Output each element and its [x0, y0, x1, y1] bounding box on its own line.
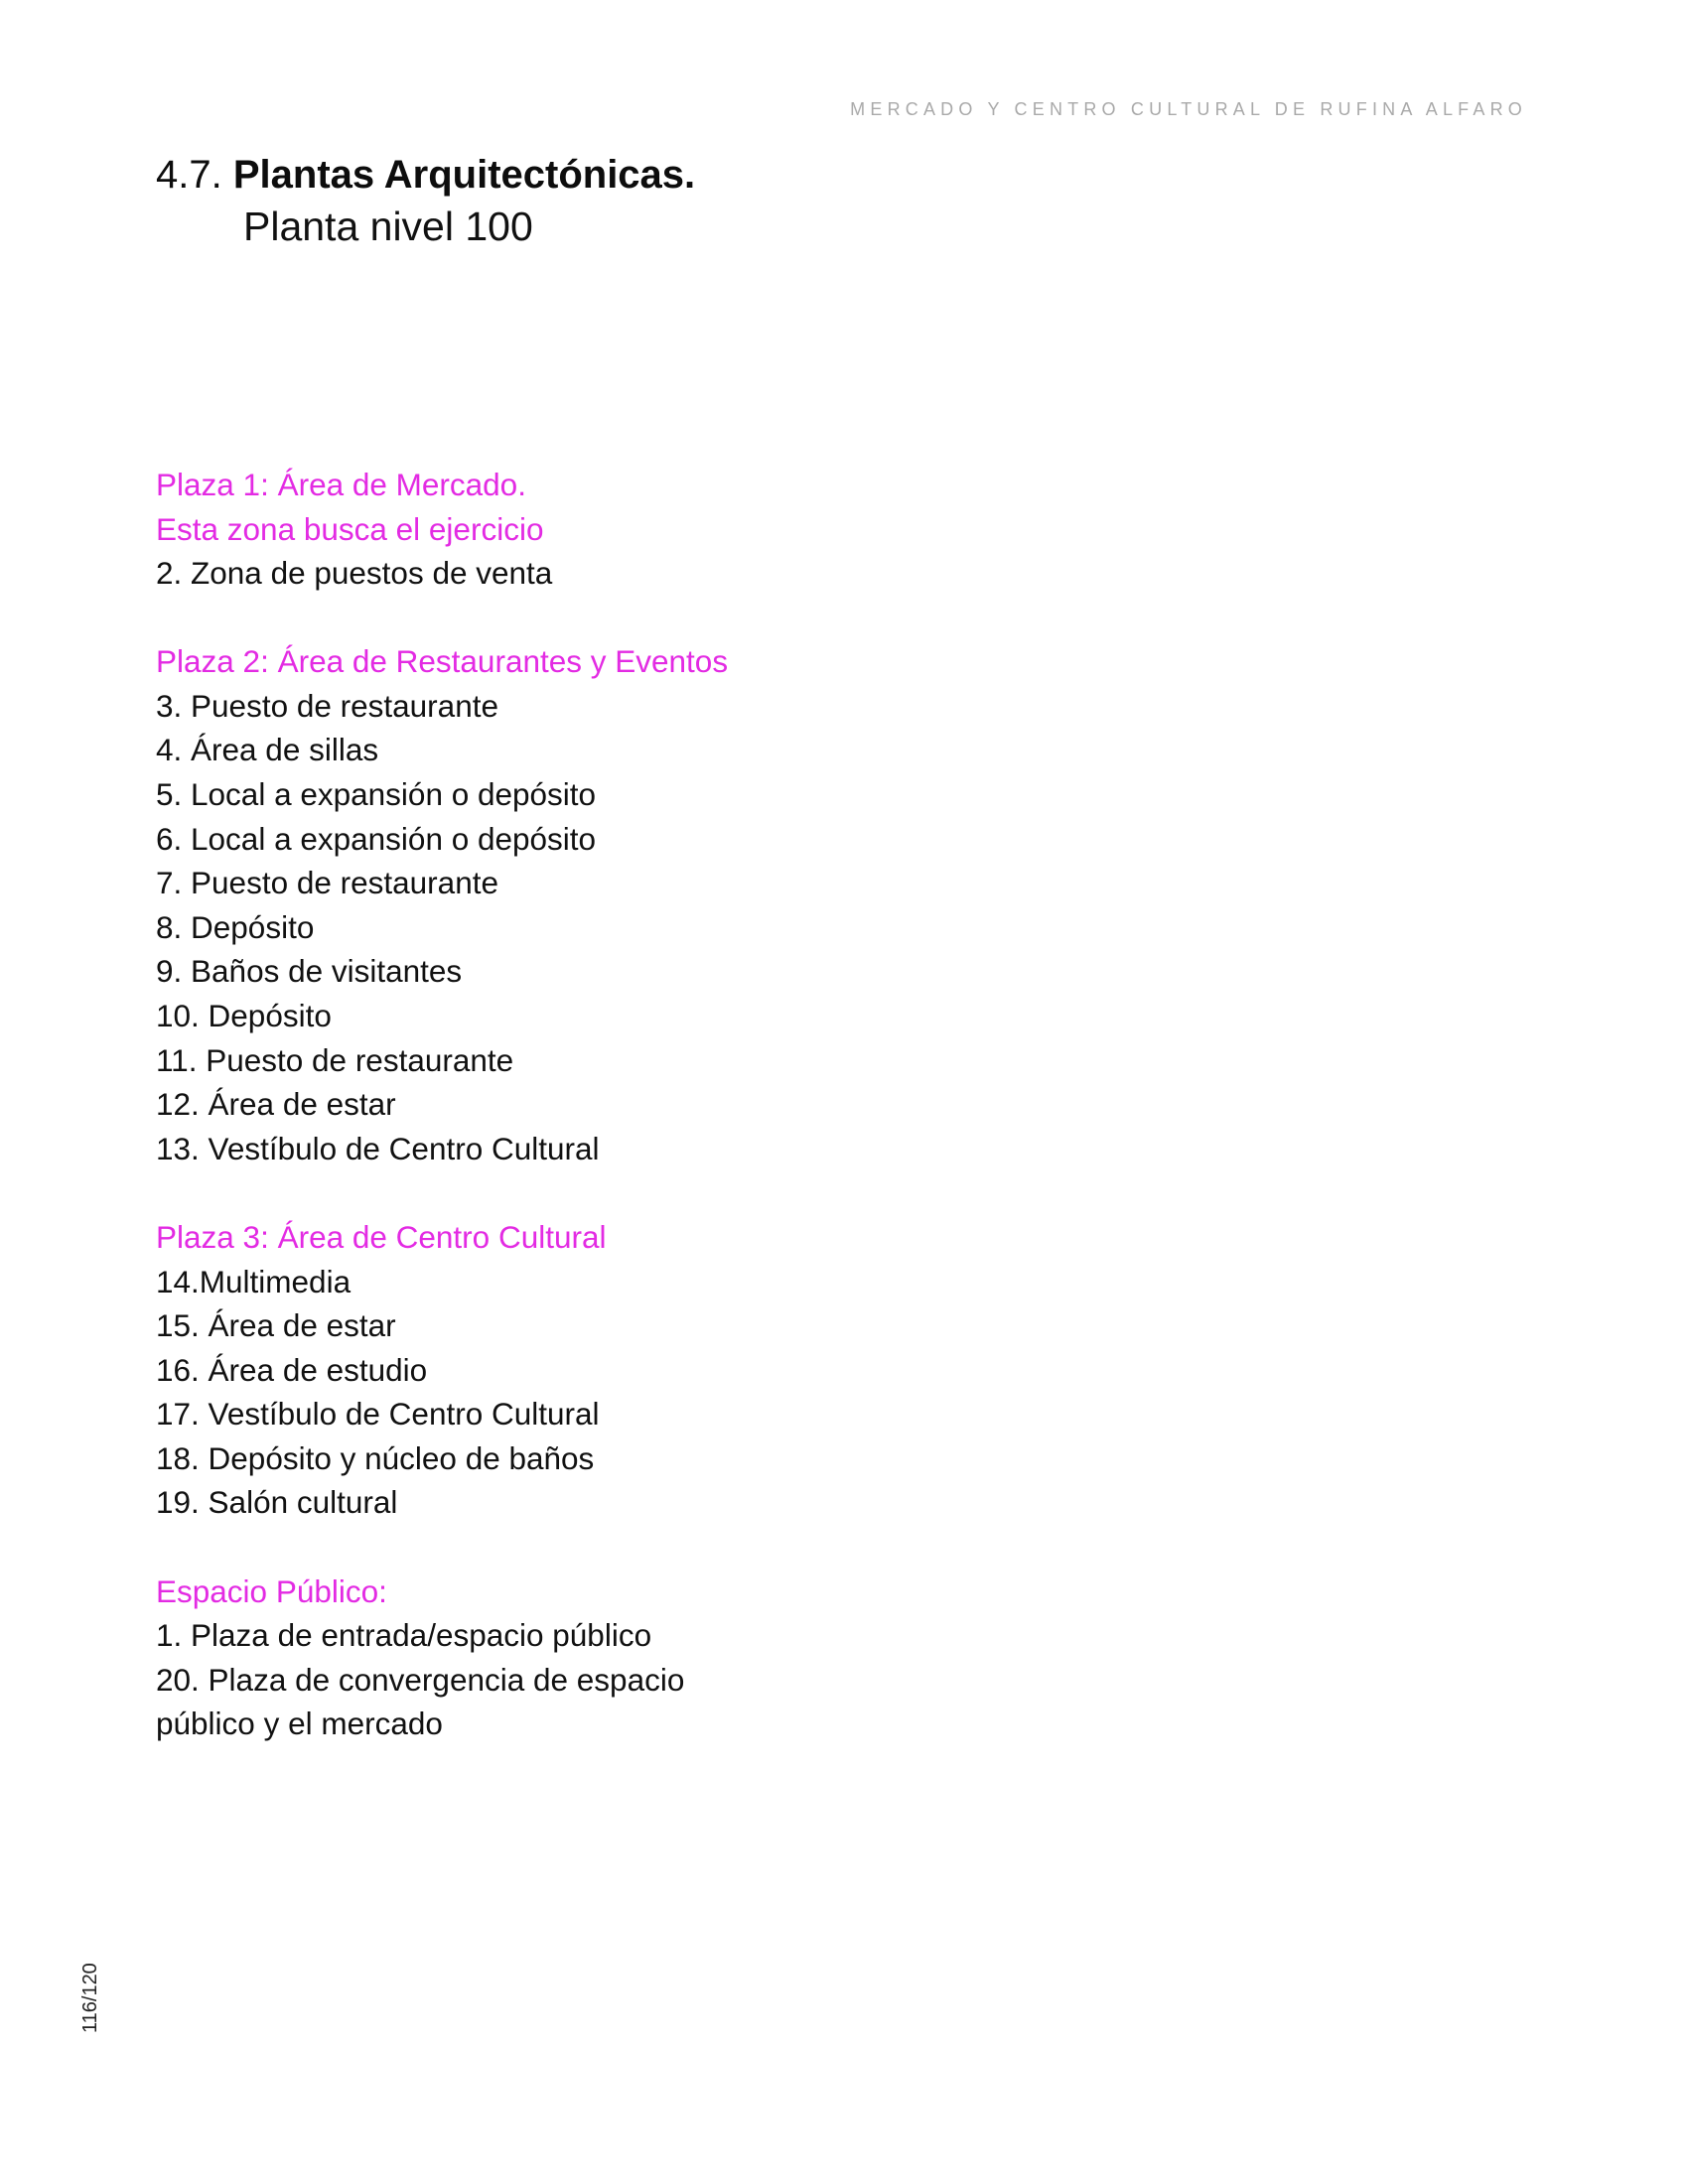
group-heading: Plaza 1: Área de Mercado.: [156, 467, 526, 502]
list-item: 5. Local a expansión o depósito: [156, 776, 597, 813]
group-plaza-1: [156, 463, 1050, 596]
group-plaza-3: [156, 1215, 1050, 1525]
page-title: [156, 149, 695, 201]
section-title: Plantas Arquitectónicas.: [232, 153, 696, 197]
list-item: 20. Plaza de convergencia de espacio: [156, 1661, 685, 1698]
list-item: 2. Zona de puestos de venta: [156, 555, 553, 592]
list-item: 10. Depósito: [156, 998, 332, 1034]
list-item: 11. Puesto de restaurante: [156, 1041, 514, 1078]
list-item: 9. Baños de visitantes: [156, 953, 463, 990]
list-item: 13. Vestíbulo de Centro Cultural: [156, 1130, 600, 1166]
list-item: 15. Área de estar: [156, 1307, 396, 1344]
group-heading: Plaza 2: Área de Restaurantes y Eventos: [156, 643, 729, 680]
section-number: 4.7.: [156, 153, 222, 197]
page-subtitle: Planta nivel 100: [243, 204, 533, 249]
group-heading: Espacio Público:: [156, 1572, 387, 1609]
group-espacio-publico: [156, 1570, 1050, 1746]
list-item: 17. Vestíbulo de Centro Cultural: [156, 1396, 600, 1433]
page-number: 116/120: [79, 1963, 101, 2033]
list-item: 16. Área de estudio: [156, 1351, 428, 1388]
list-item: 14.Multimedia: [156, 1263, 352, 1299]
legend-content: [156, 463, 1050, 1790]
running-header: MERCADO Y CENTRO CULTURAL DE RUFINA ALFARO: [850, 99, 1527, 119]
list-item: público y el mercado: [156, 1706, 443, 1742]
group-heading: Esta zona busca el ejercicio: [156, 510, 544, 547]
list-item: 7. Puesto de restaurante: [156, 865, 498, 901]
list-item: 18. Depósito y núcleo de baños: [156, 1439, 595, 1476]
list-item: 6. Local a expansión o depósito: [156, 820, 597, 857]
list-item: 3. Puesto de restaurante: [156, 687, 498, 724]
list-item: 12. Área de estar: [156, 1086, 396, 1123]
group-heading: Plaza 3: Área de Centro Cultural: [156, 1218, 607, 1255]
list-item: 4. Área de sillas: [156, 732, 379, 768]
list-item: 1. Plaza de entrada/espacio público: [156, 1617, 652, 1654]
title-block: [156, 149, 695, 252]
group-plaza-2: [156, 639, 1050, 1170]
list-item: 8. Depósito: [156, 908, 315, 945]
list-item: 19. Salón cultural: [156, 1484, 398, 1521]
